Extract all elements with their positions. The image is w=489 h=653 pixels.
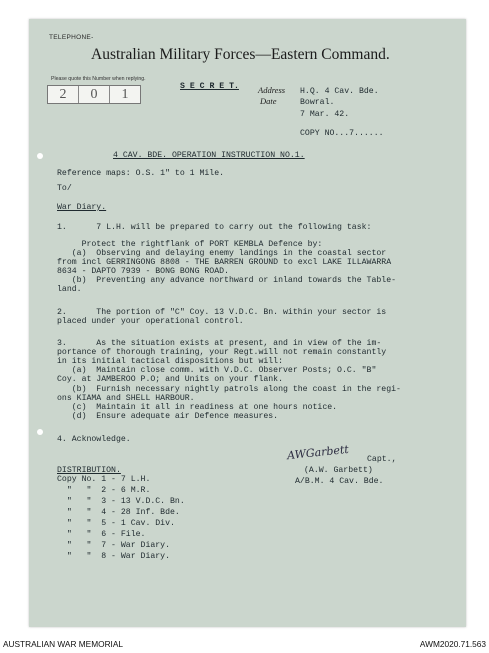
distribution-title: DISTRIBUTION.	[57, 466, 121, 475]
paragraph-line: 8634 - DAPTO 7939 - BONG BONG ROAD.	[57, 267, 229, 276]
addressee: War Diary.	[57, 203, 107, 212]
paragraph-line: in its initial tactical dispositions but will:	[57, 357, 284, 366]
document-page	[29, 19, 466, 627]
paragraph-line: from incl GERRINGONG 8808 - THE BARREN GROUND to excl LAKE ILLAWARRA	[57, 258, 392, 267]
telephone-label: TELEPHONE-	[49, 34, 94, 41]
distribution-line: " " 6 - File.	[57, 530, 146, 539]
security-classification: S E C R E T.	[180, 82, 239, 91]
distribution-line: " " 5 - 1 Cav. Div.	[57, 519, 175, 528]
paragraph-line: (a) Observing and delaying enemy landings in the coastal sector	[57, 249, 387, 258]
signature-appointment: A/B.M. 4 Cav. Bde.	[295, 477, 384, 486]
paragraph-line: portance of thorough training, your Regt.will not remain constantly	[57, 348, 387, 357]
paragraph-line: 3. As the situation exists at present, and in view of the im-	[57, 339, 382, 348]
address-label: Address	[258, 85, 286, 95]
address-line: H.Q. 4 Cav. Bde.	[300, 87, 379, 96]
paragraph-line: land.	[57, 285, 82, 294]
archive-accession-number: AWM2020.71.563	[419, 639, 486, 649]
date-label: Date	[260, 96, 277, 106]
paragraph-line: (b) Furnish necessary nightly patrols along the coast in the regi-	[57, 385, 401, 394]
distribution-line: " " 7 - War Diary.	[57, 541, 171, 550]
address-line: Bowral.	[300, 98, 335, 107]
paragraph-line: 1. 7 L.H. will be prepared to carry out the following task:	[57, 223, 372, 232]
to-label: To/	[57, 184, 72, 193]
signature-name: (A.W. Garbett)	[304, 466, 373, 475]
paragraph-line: 4. Acknowledge.	[57, 435, 131, 444]
paragraph-line: Protect the rightflank of PORT KEMBLA Defence by:	[57, 240, 323, 249]
punch-hole	[37, 429, 43, 435]
distribution-line: " " 4 - 28 Inf. Bde.	[57, 508, 180, 517]
distribution-line: Copy No. 1 - 7 L.H.	[57, 475, 151, 484]
copy-number: COPY NO...7......	[300, 129, 384, 138]
paragraph-line: Coy. at JAMBEROO P.O; and Units on your flank.	[57, 375, 284, 384]
ref-digit: 0	[79, 86, 110, 103]
reference-number-box	[47, 85, 141, 104]
archive-credit: AUSTRALIAN WAR MEMORIAL	[3, 639, 124, 649]
quote-number-note: Please quote this Number when replying.	[51, 76, 146, 82]
paragraph-line: (d) Ensure adequate air Defence measures.	[57, 412, 279, 421]
reference-maps: Reference maps: O.S. 1" to 1 Mile.	[57, 169, 225, 178]
punch-hole	[37, 153, 43, 159]
paragraph-line: (c) Maintain it all in readiness at one hours notice.	[57, 403, 338, 412]
paragraph-line: 2. The portion of "C" Coy. 13 V.D.C. Bn. within your sector is	[57, 308, 387, 317]
letterhead-title: Australian Military Forces—Eastern Command.	[91, 46, 390, 63]
issue-date: 7 Mar. 42.	[300, 110, 350, 119]
paragraph-line: (b) Preventing any advance northward or inland towards the Table-	[57, 276, 397, 285]
distribution-line: " " 8 - War Diary.	[57, 552, 171, 561]
ref-digit: 1	[121, 87, 129, 102]
distribution-line: " " 2 - 6 M.R.	[57, 486, 151, 495]
ref-digit: 2	[48, 86, 79, 103]
signature-rank: Capt.,	[367, 455, 397, 464]
distribution-line: " " 3 - 13 V.D.C. Bn.	[57, 497, 185, 506]
paragraph-line: ons KIAMA and SHELL HARBOUR.	[57, 394, 195, 403]
paragraph-line: placed under your operational control.	[57, 317, 244, 326]
handwritten-signature: AWGarbett	[286, 442, 350, 463]
paragraph-line: (a) Maintain close comm. with V.D.C. Observer Posts; O.C. "B"	[57, 366, 377, 375]
instruction-title: 4 CAV. BDE. OPERATION INSTRUCTION NO.1.	[113, 151, 305, 160]
